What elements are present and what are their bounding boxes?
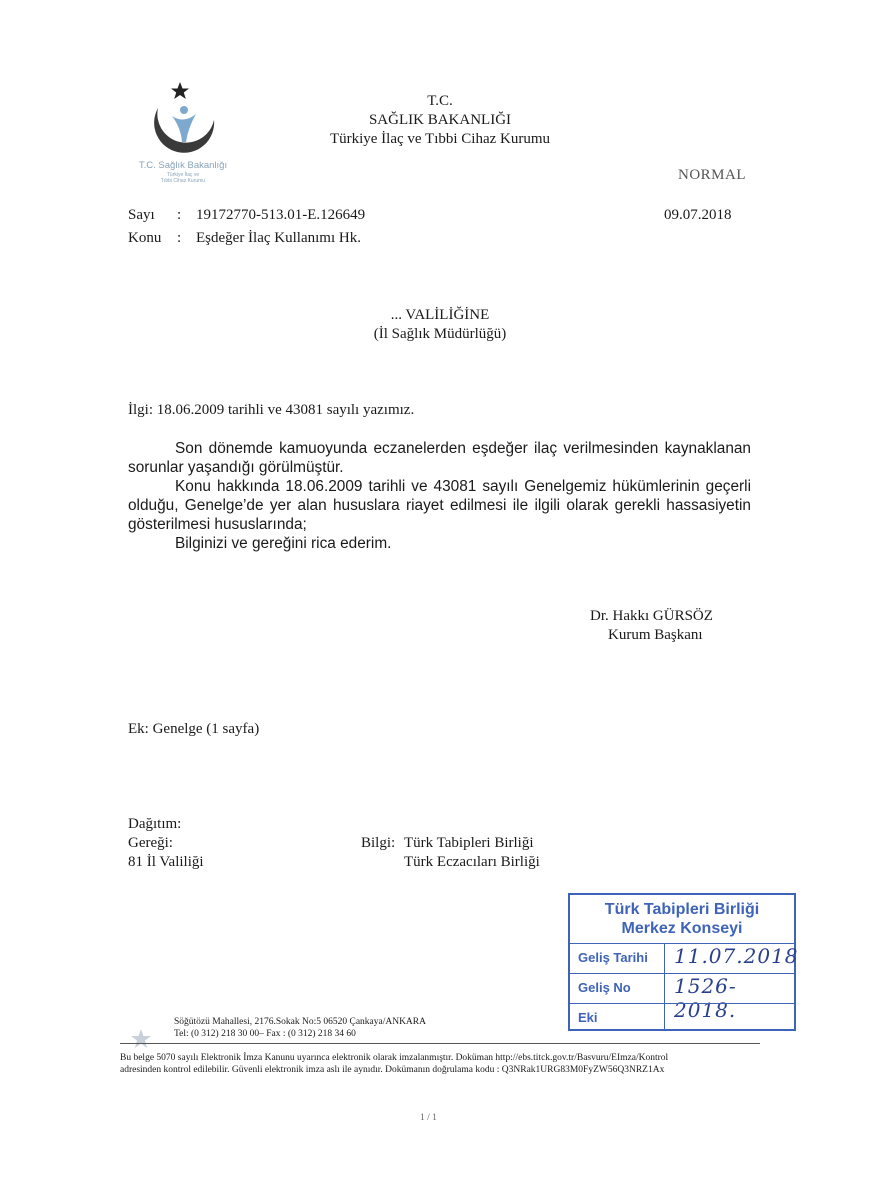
- sayi-value: 19172770-513.01-E.126649: [196, 207, 366, 223]
- stamp-date-value: 11.07.2018: [674, 944, 799, 968]
- footer-address: Söğütözü Mahallesi, 2176.Sokak No:5 06520 Çankaya/ANKARA: [174, 1017, 426, 1027]
- stamp-attachment-label: Eki: [578, 1010, 598, 1025]
- bilgi-value-1: Türk Tabipleri Birliği: [404, 835, 534, 851]
- header-agency: Türkiye İlaç ve Tıbbi Cihaz Kurumu: [329, 131, 551, 147]
- gereği-label: Gereği:: [128, 835, 173, 851]
- stamp-date-label: Geliş Tarihi: [578, 950, 648, 965]
- watermark-star-icon: [130, 1028, 152, 1050]
- ministry-logo: [128, 80, 238, 190]
- addressee-line2: (İl Sağlık Müdürlüğü): [373, 326, 507, 342]
- sayi-colon: :: [177, 207, 182, 223]
- receipt-stamp: [568, 893, 799, 1031]
- signatory-title: Kurum Başkanı: [608, 627, 703, 643]
- body-paragraph-1: Son dönemde kamuoyunda eczanelerden eşdeğer ilaç verilmesinden kaynaklanan sorunlar yaşandığı görülmüştür.: [128, 440, 751, 476]
- esign-note-2: adresinden kontrol edilebilir. Güvenli elektronik imza aslı ile aynıdır. Dokümanın doğrulama kodu : Q3NRak1URG83M0FyZW56Q3NRZ1Ax: [120, 1065, 665, 1075]
- crescent-star-icon: [128, 80, 238, 158]
- footer-divider: [120, 1043, 760, 1044]
- signatory-name: Dr. Hakkı GÜRSÖZ: [590, 608, 713, 624]
- footer-phone: Tel: (0 312) 218 30 00– Fax : (0 312) 218 34 60: [174, 1029, 356, 1039]
- logo-name: T.C. Sağlık Bakanlığı: [138, 160, 228, 171]
- konu-value: Eşdeğer İlaç Kullanımı Hk.: [196, 230, 361, 246]
- gereği-value: 81 İl Valiliği: [128, 854, 204, 870]
- stamp-row-date: [570, 943, 799, 974]
- addressee-line1: ... VALİLİĞİNE: [390, 307, 490, 323]
- logo-sub1: Türkiye İlaç ve: [166, 172, 200, 178]
- body-paragraph-2: Konu hakkında 18.06.2009 tarihli ve 43081 sayılı Genelgemiz hükümlerinin geçerli olduğu, Genelge’de yer alan hususlara riayet edilmesi ile ilgili olarak gerekli hassasiyetin gösterilmesi hususlarında;: [128, 478, 751, 533]
- ilgi-reference: İlgi: 18.06.2009 tarihli ve 43081 sayılı yazımız.: [128, 402, 415, 418]
- header-ministry: SAĞLIK BAKANLIĞI: [368, 112, 512, 128]
- document-date: 09.07.2018: [664, 207, 732, 223]
- stamp-title-2: Merkez Konseyi: [621, 920, 743, 937]
- bilgi-value-2: Türk Eczacıları Birliği: [404, 854, 540, 870]
- bilgi-label: Bilgi:: [361, 835, 396, 851]
- sayi-label: Sayı: [128, 207, 155, 223]
- stamp-number-label: Geliş No: [578, 980, 631, 995]
- stamp-title-1: Türk Tabipleri Birliği: [604, 901, 760, 918]
- stamp-number-value: 1526-2018.: [674, 974, 737, 1022]
- page-number: 1 / 1: [420, 1113, 437, 1123]
- stamp-row-attachment: [570, 1003, 794, 1030]
- classification-label: NORMAL: [678, 167, 747, 183]
- esign-note-1: Bu belge 5070 sayılı Elektronik İmza Kanunu uyarınca elektronik olarak imzalanmıştır. Doküman http://ebs.titck.gov.tr/Basvuru/EImza/Kontrol: [120, 1053, 669, 1063]
- konu-label: Konu: [128, 230, 162, 246]
- distribution-title: Dağıtım:: [128, 816, 182, 832]
- attachment-note: Ek: Genelge (1 sayfa): [128, 721, 260, 737]
- logo-sub2: Tıbbi Cihaz Kurumu: [160, 178, 206, 184]
- body-paragraph-3: Bilginizi ve gereğini rica ederim.: [175, 535, 392, 552]
- header-tc: T.C.: [427, 93, 453, 109]
- konu-colon: :: [177, 230, 182, 246]
